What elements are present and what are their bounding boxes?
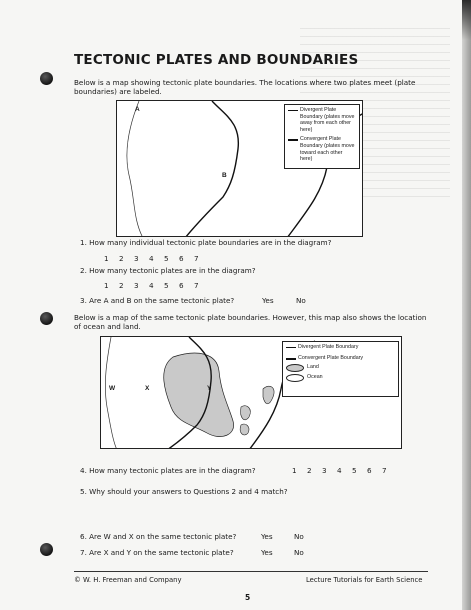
question-3: 3. Are A and B on the same tectonic plate? [80, 296, 235, 305]
binder-hole-bottom [40, 543, 53, 556]
q4-choice[interactable]: 3 [322, 466, 327, 475]
q2-choice[interactable]: 3 [134, 281, 139, 290]
page-number: 5 [245, 593, 251, 602]
convergent-line-swatch [286, 358, 296, 360]
island-large [263, 386, 274, 404]
q1-choice[interactable]: 5 [164, 254, 169, 263]
binder-hole-middle [40, 312, 53, 325]
legend-2-ocean-text: Ocean [307, 374, 323, 381]
question-2-choices [104, 281, 209, 290]
q1-choice[interactable]: 6 [179, 254, 184, 263]
divergent-boundary-left [127, 101, 143, 237]
land-swatch [286, 364, 304, 372]
convergent-line-swatch [288, 139, 298, 141]
q2-choice[interactable]: 1 [104, 281, 109, 290]
question-1-choices [104, 254, 209, 263]
question-6: 6. Are W and X on the same tectonic plate? [80, 532, 237, 541]
legend-1-convergent-text: Convergent Plate Boundary (plates move toward each other here) [300, 136, 355, 163]
q2-choice[interactable]: 5 [164, 281, 169, 290]
q4-choice[interactable]: 5 [352, 466, 357, 475]
convergent-boundary-center [185, 101, 238, 237]
map-label-x: X [145, 385, 150, 392]
q3-yes[interactable]: Yes [262, 296, 274, 305]
binder-hole-top [40, 72, 53, 85]
footer-book-title: Lecture Tutorials for Earth Science [306, 576, 423, 584]
island-middle [241, 406, 251, 420]
divergent-line-swatch [286, 347, 296, 348]
q2-choice[interactable]: 2 [119, 281, 124, 290]
q6-yes[interactable]: Yes [261, 532, 273, 541]
q3-no[interactable]: No [296, 296, 306, 305]
q2-choice[interactable]: 4 [149, 281, 154, 290]
question-2: 2. How many tectonic plates are in the diagram? [80, 266, 256, 275]
q4-choice[interactable]: 4 [337, 466, 342, 475]
q1-choice[interactable]: 2 [119, 254, 124, 263]
legend-1 [284, 104, 360, 169]
page-corner-shadow [462, 0, 471, 40]
q4-choice[interactable]: 2 [307, 466, 312, 475]
q2-choice[interactable]: 7 [194, 281, 199, 290]
page-edge-shadow [462, 0, 471, 610]
q6-no[interactable]: No [294, 532, 304, 541]
q1-choice[interactable]: 4 [149, 254, 154, 263]
legend-1-convergent [288, 136, 356, 162]
question-5: 5. Why should your answers to Questions 2 and 4 match? [80, 487, 288, 496]
legend-2 [282, 341, 399, 397]
footer-copyright: © W. H. Freeman and Company [74, 576, 182, 584]
q1-choice[interactable]: 3 [134, 254, 139, 263]
intro-paragraph-2: Below is a map of the same tectonic plate boundaries. However, this map also shows the location of ocean and land. [74, 313, 427, 332]
page-title: TECTONIC PLATES AND BOUNDARIES [74, 52, 359, 68]
question-7: 7. Are X and Y on the same tectonic plate? [80, 548, 234, 557]
legend-1-divergent-text: Divergent Plate Boundary (plates move away from each other here) [300, 107, 355, 133]
legend-2-land [286, 364, 395, 372]
divergent-boundary-left [105, 337, 117, 449]
q7-no[interactable]: No [294, 548, 304, 557]
legend-1-divergent [288, 107, 356, 133]
q4-choice[interactable]: 1 [292, 466, 297, 475]
q7-yes[interactable]: Yes [261, 548, 273, 557]
legend-2-land-text: Land [307, 364, 319, 371]
q4-choice[interactable]: 7 [382, 466, 387, 475]
island-small [240, 424, 249, 435]
map-label-b: B [222, 172, 227, 179]
footer-divider [74, 571, 428, 572]
question-1: 1. How many individual tectonic plate boundaries are in the diagram? [80, 238, 332, 247]
legend-2-convergent [286, 355, 395, 362]
map-label-a: A [135, 106, 140, 113]
q1-choice[interactable]: 7 [194, 254, 199, 263]
legend-2-convergent-text: Convergent Plate Boundary [298, 354, 364, 361]
question-4: 4. How many tectonic plates are in the diagram? [80, 466, 256, 475]
map-label-y: Y [207, 385, 212, 392]
divergent-line-swatch [288, 110, 298, 111]
legend-2-divergent-text: Divergent Plate Boundary [298, 344, 359, 350]
question-4-choices [292, 466, 397, 475]
q1-choice[interactable]: 1 [104, 254, 109, 263]
intro-paragraph-1: Below is a map showing tectonic plate boundaries. The locations where two plates meet (plate boundaries) are labeled. [74, 78, 416, 97]
q4-choice[interactable]: 6 [367, 466, 372, 475]
q2-choice[interactable]: 6 [179, 281, 184, 290]
legend-2-ocean [286, 374, 395, 382]
map-label-w: W [109, 385, 116, 392]
land-mass [164, 353, 234, 437]
ocean-swatch [286, 374, 304, 382]
legend-2-divergent [286, 344, 395, 351]
